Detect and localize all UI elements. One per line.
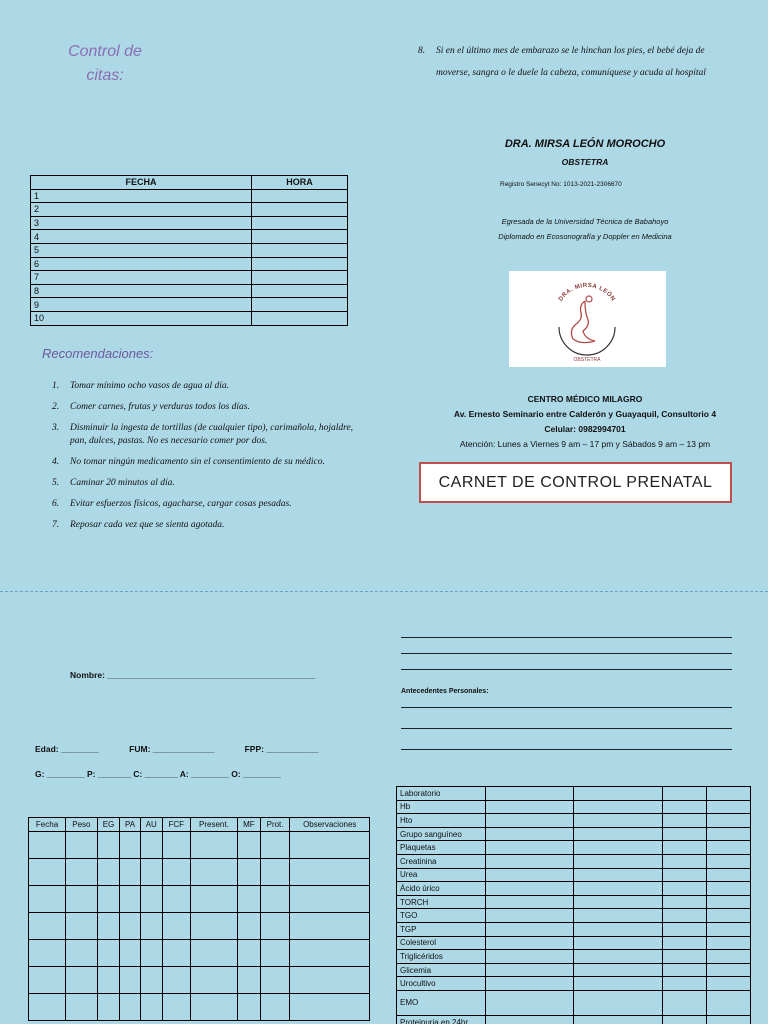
lab-value-cell[interactable] (486, 963, 574, 977)
lab-value-cell[interactable] (707, 977, 751, 991)
table-row (31, 284, 348, 298)
table-row (29, 886, 370, 913)
cita-hora-cell[interactable] (252, 230, 348, 244)
table-row (397, 854, 751, 868)
column-header: Peso (66, 818, 98, 832)
table-cell[interactable] (97, 832, 120, 859)
table-cell[interactable] (290, 913, 370, 940)
table-cell[interactable] (260, 967, 290, 994)
lab-test-name: Hto (397, 814, 486, 828)
lab-value-cell[interactable] (486, 854, 574, 868)
item-number: 5. (52, 478, 60, 488)
table-cell[interactable] (238, 940, 261, 967)
lab-value-cell[interactable] (707, 909, 751, 923)
cita-hora-cell[interactable] (252, 311, 348, 325)
table-cell[interactable] (97, 913, 120, 940)
table-cell[interactable] (238, 994, 261, 1021)
table-cell[interactable] (162, 886, 190, 913)
lab-value-cell[interactable] (486, 950, 574, 964)
lab-value-cell[interactable] (663, 882, 707, 896)
table-row (31, 271, 348, 285)
table-cell[interactable] (190, 994, 237, 1021)
table-cell[interactable] (140, 967, 162, 994)
lab-value-cell[interactable] (574, 895, 663, 909)
table-row (397, 827, 751, 841)
lab-value-cell[interactable] (574, 882, 663, 896)
table-row (397, 814, 751, 828)
table-cell[interactable] (190, 832, 237, 859)
header-fecha: FECHA (31, 176, 252, 190)
table-cell[interactable] (162, 913, 190, 940)
table-row (29, 967, 370, 994)
table-cell[interactable] (140, 913, 162, 940)
cita-number: 3 (31, 216, 252, 230)
lab-value-cell[interactable] (707, 841, 751, 855)
table-cell[interactable] (260, 886, 290, 913)
list-item (52, 422, 372, 448)
lab-value-cell[interactable] (486, 895, 574, 909)
cita-hora-cell[interactable] (252, 216, 348, 230)
lab-value-cell[interactable] (574, 922, 663, 936)
lab-test-name: TORCH (397, 895, 486, 909)
cita-hora-cell[interactable] (252, 298, 348, 312)
item-number: 8. (418, 46, 426, 56)
cita-hora-cell[interactable] (252, 257, 348, 271)
egresada-text: Egresada de la Universidad Técnica de Babahoyo (501, 217, 669, 226)
table-row (397, 936, 751, 950)
logo-icon (509, 271, 666, 367)
lab-value-cell[interactable] (486, 868, 574, 882)
lab-value-cell[interactable] (574, 868, 663, 882)
logo-bottom-text: OBSTETRA (573, 357, 601, 363)
column-header: EG (97, 818, 120, 832)
table-cell[interactable] (66, 940, 98, 967)
lab-value-cell[interactable] (663, 800, 707, 814)
table-cell[interactable] (290, 886, 370, 913)
lab-value-cell[interactable] (574, 841, 663, 855)
fold-divider (0, 591, 768, 592)
cita-number: 8 (31, 284, 252, 298)
table-cell[interactable] (66, 967, 98, 994)
table-cell[interactable] (66, 832, 98, 859)
lab-value-cell[interactable] (707, 787, 751, 801)
lab-value-cell[interactable] (574, 936, 663, 950)
table-cell[interactable] (162, 940, 190, 967)
centro-medico-info (420, 392, 750, 452)
cita-number: 5 (31, 243, 252, 257)
table-row (31, 311, 348, 325)
lab-value-cell[interactable] (663, 977, 707, 991)
doctor-credentials (420, 214, 750, 244)
cita-hora-cell[interactable] (252, 284, 348, 298)
list-item (52, 380, 372, 393)
table-cell[interactable] (162, 994, 190, 1021)
citas-table (30, 175, 348, 326)
table-cell[interactable] (162, 859, 190, 886)
lab-value-cell[interactable] (486, 990, 574, 1015)
item-number: 6. (52, 499, 60, 509)
table-cell[interactable] (66, 886, 98, 913)
lab-value-cell[interactable] (707, 882, 751, 896)
lab-value-cell[interactable] (663, 854, 707, 868)
centro-name: CENTRO MÉDICO MILAGRO (527, 394, 643, 404)
blank-line (401, 637, 732, 638)
lab-value-cell[interactable] (486, 1015, 574, 1024)
table-cell[interactable] (120, 832, 141, 859)
centro-hours: Atención: Lunes a Viernes 9 am – 17 pm y Sábados 9 am – 13 pm (459, 439, 711, 449)
cita-number: 9 (31, 298, 252, 312)
cita-number: 6 (31, 257, 252, 271)
lab-test-name: TGO (397, 909, 486, 923)
table-cell[interactable] (238, 832, 261, 859)
laboratorio-table (396, 786, 751, 1024)
table-cell[interactable] (29, 832, 66, 859)
lab-value-cell[interactable] (574, 1015, 663, 1024)
table-row (397, 963, 751, 977)
table-cell[interactable] (29, 859, 66, 886)
title-line: citas: (86, 67, 124, 84)
table-cell[interactable] (260, 832, 290, 859)
lab-value-cell[interactable] (486, 909, 574, 923)
lab-test-name: Grupo sanguíneo (397, 827, 486, 841)
table-cell[interactable] (290, 859, 370, 886)
lab-value-cell[interactable] (486, 814, 574, 828)
centro-phone: Celular: 0982994701 (544, 424, 626, 434)
item-number: 4. (52, 457, 60, 467)
blank-line (401, 728, 732, 729)
lab-value-cell[interactable] (663, 909, 707, 923)
blank-line (401, 749, 732, 750)
table-cell[interactable] (238, 859, 261, 886)
lab-test-name: Hb (397, 800, 486, 814)
table-cell[interactable] (120, 940, 141, 967)
table-cell[interactable] (260, 859, 290, 886)
svg-text:DRA. MIRSA LEÓN (558, 283, 616, 303)
lab-value-cell[interactable] (574, 963, 663, 977)
list-item (52, 456, 372, 469)
lab-value-cell[interactable] (486, 936, 574, 950)
table-row (397, 909, 751, 923)
lab-test-name: Colesterol (397, 936, 486, 950)
lab-test-name: Creatinina (397, 854, 486, 868)
table-cell[interactable] (190, 913, 237, 940)
lab-value-cell[interactable] (574, 909, 663, 923)
cita-number: 2 (31, 203, 252, 217)
lab-value-cell[interactable] (486, 800, 574, 814)
lab-value-cell[interactable] (707, 936, 751, 950)
cita-number: 7 (31, 271, 252, 285)
logo-top-text: DRA. MIRSA LEÓN (558, 282, 616, 303)
lab-value-cell[interactable] (707, 854, 751, 868)
lab-value-cell[interactable] (486, 827, 574, 841)
lab-test-name: Urocultivo (397, 977, 486, 991)
table-cell[interactable] (238, 967, 261, 994)
lab-value-cell[interactable] (707, 800, 751, 814)
lab-test-name: Laboratorio (397, 787, 486, 801)
lab-value-cell[interactable] (663, 922, 707, 936)
lab-value-cell[interactable] (574, 800, 663, 814)
cita-hora-cell[interactable] (252, 189, 348, 203)
control-citas-title (40, 40, 170, 88)
table-cell[interactable] (190, 940, 237, 967)
cita-hora-cell[interactable] (252, 203, 348, 217)
lab-value-cell[interactable] (663, 990, 707, 1015)
lab-value-cell[interactable] (663, 787, 707, 801)
table-cell[interactable] (66, 859, 98, 886)
table-cell[interactable] (140, 859, 162, 886)
centro-address: Av. Ernesto Seminario entre Calderón y Guayaquil, Consultorio 4 (453, 409, 717, 419)
table-row (31, 230, 348, 244)
table-cell[interactable] (190, 967, 237, 994)
lab-value-cell[interactable] (663, 936, 707, 950)
lab-value-cell[interactable] (486, 882, 574, 896)
table-row (397, 895, 751, 909)
item-text: Disminuir la ingesta de tortillas (de cualquier tipo), carimañola, hojaldre, pan, dulces, pastas. No es necesario comer por dos. (70, 423, 354, 446)
column-header: AU (140, 818, 162, 832)
lab-test-name: Plaquetas (397, 841, 486, 855)
lab-value-cell[interactable] (574, 814, 663, 828)
edad-field[interactable]: Edad: ________ (35, 744, 99, 754)
column-header: Observaciones (290, 818, 370, 832)
gpcao-field[interactable]: G: ________ P: _______ C: _______ A: ________ O: ________ (35, 769, 281, 779)
table-cell[interactable] (140, 832, 162, 859)
lab-test-name: Proteinuria en 24hr (397, 1015, 486, 1024)
table-row (31, 257, 348, 271)
doctor-name: DRA. MIRSA LEÓN MOROCHO (504, 138, 666, 150)
title-line: Control de (68, 43, 142, 60)
column-header: MF (238, 818, 261, 832)
lab-value-cell[interactable] (663, 868, 707, 882)
table-cell[interactable] (29, 994, 66, 1021)
list-item (52, 519, 372, 532)
registro-senecyt: Registro Senecyt No: 1013-2021-2306670 (500, 181, 622, 188)
table-row (31, 243, 348, 257)
table-row (29, 832, 370, 859)
blank-line (401, 669, 732, 670)
lab-value-cell[interactable] (663, 814, 707, 828)
table-cell[interactable] (120, 859, 141, 886)
lab-value-cell[interactable] (663, 950, 707, 964)
table-cell[interactable] (162, 832, 190, 859)
lab-value-cell[interactable] (486, 922, 574, 936)
lab-value-cell[interactable] (707, 814, 751, 828)
table-cell[interactable] (97, 940, 120, 967)
lab-value-cell[interactable] (663, 963, 707, 977)
lab-test-name: EMO (397, 990, 486, 1015)
cita-number: 1 (31, 189, 252, 203)
doctor-role: OBSTETRA (561, 157, 609, 167)
table-row (29, 994, 370, 1021)
list-item (52, 477, 372, 490)
table-cell[interactable] (190, 859, 237, 886)
item-text: Tomar mínimo ocho vasos de agua al día. (70, 381, 230, 391)
column-header: Prot. (260, 818, 290, 832)
table-row (31, 216, 348, 230)
list-item (52, 401, 372, 414)
edad-fum-fpp-row (35, 744, 318, 754)
table-row (29, 913, 370, 940)
fum-field[interactable]: FUM: _____________ (129, 744, 215, 754)
table-cell[interactable] (162, 967, 190, 994)
cita-number: 10 (31, 311, 252, 325)
lab-value-cell[interactable] (574, 990, 663, 1015)
table-row (397, 977, 751, 991)
table-cell[interactable] (290, 994, 370, 1021)
table-cell[interactable] (66, 994, 98, 1021)
table-row (397, 841, 751, 855)
cita-number: 4 (31, 230, 252, 244)
lab-value-cell[interactable] (663, 841, 707, 855)
table-cell[interactable] (190, 886, 237, 913)
table-cell[interactable] (260, 913, 290, 940)
table-cell[interactable] (120, 967, 141, 994)
item-number: 7. (52, 520, 60, 530)
table-row (397, 882, 751, 896)
lab-value-cell[interactable] (574, 787, 663, 801)
item-text: No tomar ningún medicamento sin el consentimiento de su médico. (70, 457, 325, 467)
blank-line (401, 653, 732, 654)
table-cell[interactable] (29, 886, 66, 913)
lab-value-cell[interactable] (707, 1015, 751, 1024)
fpp-field[interactable]: FPP: ___________ (244, 744, 319, 754)
item-text: Evitar esfuerzos físicos, agacharse, cargar cosas pesadas. (70, 499, 292, 509)
lab-value-cell[interactable] (574, 977, 663, 991)
column-header: Present. (190, 818, 237, 832)
recomendaciones-list (52, 380, 372, 540)
lab-value-cell[interactable] (663, 895, 707, 909)
table-row (397, 922, 751, 936)
item-number: 1. (52, 381, 60, 391)
lab-test-name: Ácido úrico (397, 882, 486, 896)
lab-value-cell[interactable] (663, 827, 707, 841)
lab-value-cell[interactable] (663, 1015, 707, 1024)
table-row (397, 990, 751, 1015)
lab-value-cell[interactable] (486, 841, 574, 855)
lab-test-name: Glicemia (397, 963, 486, 977)
table-row (397, 787, 751, 801)
lab-value-cell[interactable] (707, 950, 751, 964)
table-cell[interactable] (238, 913, 261, 940)
lab-value-cell[interactable] (707, 868, 751, 882)
table-row (31, 203, 348, 217)
blank-line (401, 707, 732, 708)
recomendacion-item-8 (418, 40, 738, 84)
item-number: 3. (52, 423, 60, 433)
control-prenatal-table (28, 817, 370, 1021)
lab-value-cell[interactable] (486, 787, 574, 801)
lab-value-cell[interactable] (486, 977, 574, 991)
table-cell[interactable] (140, 994, 162, 1021)
diplomado-text: Diplomado en Ecosonografía y Doppler en Medicina (498, 232, 672, 241)
item-number: 2. (52, 402, 60, 412)
item-text: Reposar cada vez que se sienta agotada. (70, 520, 225, 530)
table-row (397, 800, 751, 814)
table-row (29, 859, 370, 886)
nombre-field[interactable]: Nombre: ____________________________________________ (70, 670, 316, 680)
obstetra-logo (509, 271, 666, 367)
table-cell[interactable] (97, 859, 120, 886)
table-cell[interactable] (97, 886, 120, 913)
table-row (397, 868, 751, 882)
header-hora: HORA (252, 176, 348, 190)
table-cell[interactable] (140, 886, 162, 913)
table-row (31, 189, 348, 203)
table-cell[interactable] (260, 994, 290, 1021)
table-cell[interactable] (120, 913, 141, 940)
table-cell[interactable] (140, 940, 162, 967)
table-cell[interactable] (29, 940, 66, 967)
recomendaciones-title: Recomendaciones: (42, 346, 154, 361)
item-text: Comer carnes, frutas y verduras todos los días. (70, 402, 250, 412)
lab-value-cell[interactable] (707, 922, 751, 936)
lab-value-cell[interactable] (707, 990, 751, 1015)
table-cell[interactable] (290, 832, 370, 859)
table-cell[interactable] (290, 967, 370, 994)
table-cell[interactable] (290, 940, 370, 967)
carnet-title: CARNET DE CONTROL PRENATAL (419, 462, 732, 503)
column-header: Fecha (29, 818, 66, 832)
table-cell[interactable] (97, 967, 120, 994)
lab-value-cell[interactable] (574, 827, 663, 841)
table-cell[interactable] (97, 994, 120, 1021)
table-cell[interactable] (66, 913, 98, 940)
cita-hora-cell[interactable] (252, 243, 348, 257)
table-cell[interactable] (260, 940, 290, 967)
lab-test-name: TGP (397, 922, 486, 936)
table-row (31, 298, 348, 312)
lab-value-cell[interactable] (707, 827, 751, 841)
lab-test-name: Urea (397, 868, 486, 882)
lab-test-name: Triglicéridos (397, 950, 486, 964)
item-text: Si en el último mes de embarazo se le hinchan los pies, el bebé deja de moverse, sangra o le duele la cabeza, comuníquese y acuda al hospital (436, 46, 706, 78)
antecedentes-label: Antecedentes Personales: (401, 688, 489, 695)
table-row (397, 1015, 751, 1024)
item-text: Caminar 20 minutos al día. (70, 478, 175, 488)
table-cell[interactable] (238, 886, 261, 913)
lab-value-cell[interactable] (574, 854, 663, 868)
cita-hora-cell[interactable] (252, 271, 348, 285)
list-item (52, 498, 372, 511)
table-cell[interactable] (29, 967, 66, 994)
column-header: FCF (162, 818, 190, 832)
table-row (397, 950, 751, 964)
lab-value-cell[interactable] (574, 950, 663, 964)
table-cell[interactable] (120, 886, 141, 913)
column-header: PA (120, 818, 141, 832)
table-cell[interactable] (29, 913, 66, 940)
lab-value-cell[interactable] (707, 963, 751, 977)
table-row (29, 940, 370, 967)
table-cell[interactable] (120, 994, 141, 1021)
lab-value-cell[interactable] (707, 895, 751, 909)
